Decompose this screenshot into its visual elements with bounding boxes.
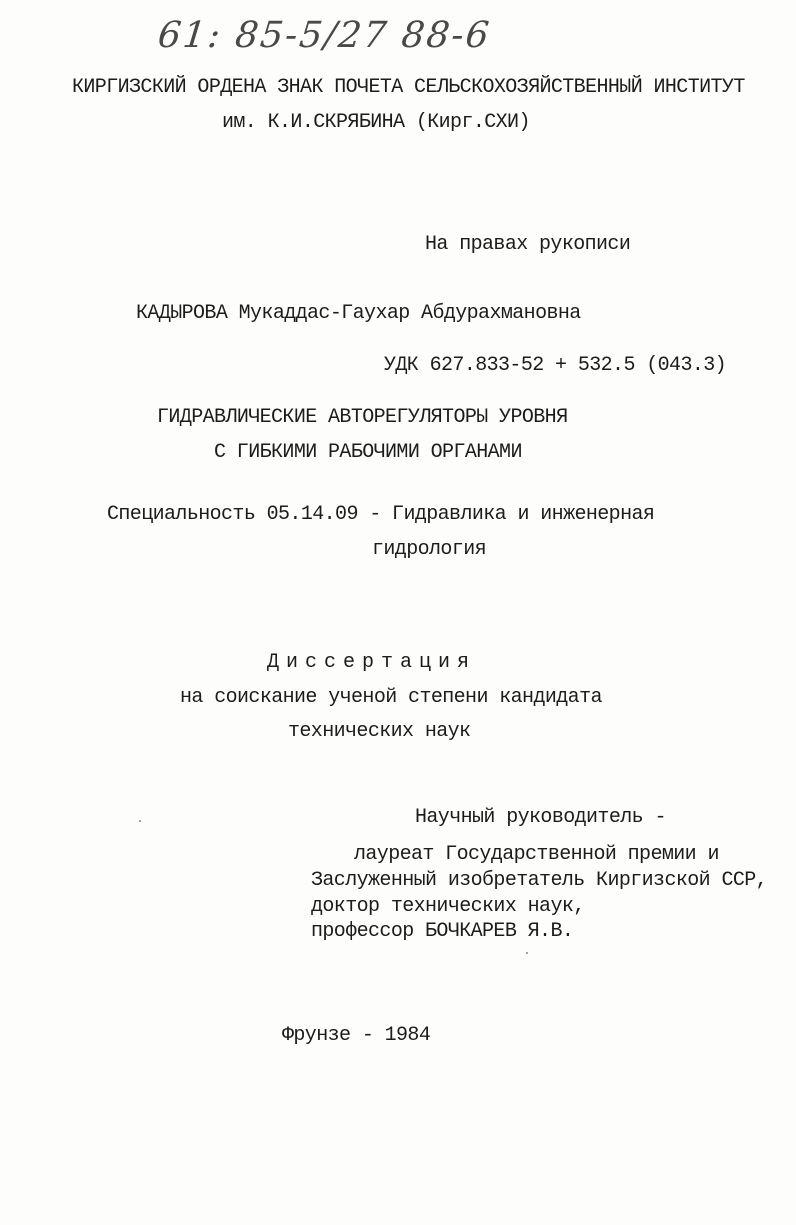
author-name: КАДЫРОВА Мукаддас-Гаухар Абдурахмановна [136, 302, 581, 325]
supervisor-heading: Научный руководитель - [415, 806, 666, 829]
udc-code: УДК 627.833-52 + 532.5 (043.3) [384, 354, 727, 377]
scan-speck [526, 952, 528, 954]
supervisor-line-4: профессор БОЧКАРЕВ Я.В. [311, 920, 574, 943]
dissertation-line-2: технических наук [288, 720, 471, 743]
supervisor-line-1: лауреат Государственной премии и [354, 843, 719, 866]
manuscript-note: На правах рукописи [425, 233, 631, 256]
place-year: Фрунзе - 1984 [282, 1024, 431, 1047]
archive-number: 61: 85-5/27 88-6 [155, 15, 493, 56]
specialty-line-2: гидрология [372, 538, 487, 561]
institution-line-2: им. К.И.СКРЯБИНА (Кирг.СХИ) [222, 111, 530, 134]
title-line-1: ГИДРАВЛИЧЕСКИЕ АВТОРЕГУЛЯТОРЫ УРОВНЯ [157, 406, 568, 429]
title-line-2: С ГИБКИМИ РАБОЧИМИ ОРГАНАМИ [214, 441, 522, 464]
supervisor-line-3: доктор технических наук, [311, 895, 585, 918]
scan-speck [139, 820, 141, 822]
supervisor-line-2: Заслуженный изобретатель Киргизской ССР, [311, 869, 768, 892]
specialty-line-1: Специальность 05.14.09 - Гидравлика и инженерная [107, 503, 655, 526]
institution-line-1: КИРГИЗСКИЙ ОРДЕНА ЗНАК ПОЧЕТА СЕЛЬСКОХОЗЯЙСТВЕННЫЙ ИНСТИТУТ [72, 76, 745, 99]
dissertation-line-1: на соискание ученой степени кандидата [180, 686, 602, 709]
dissertation-heading: Диссертация [267, 651, 477, 674]
